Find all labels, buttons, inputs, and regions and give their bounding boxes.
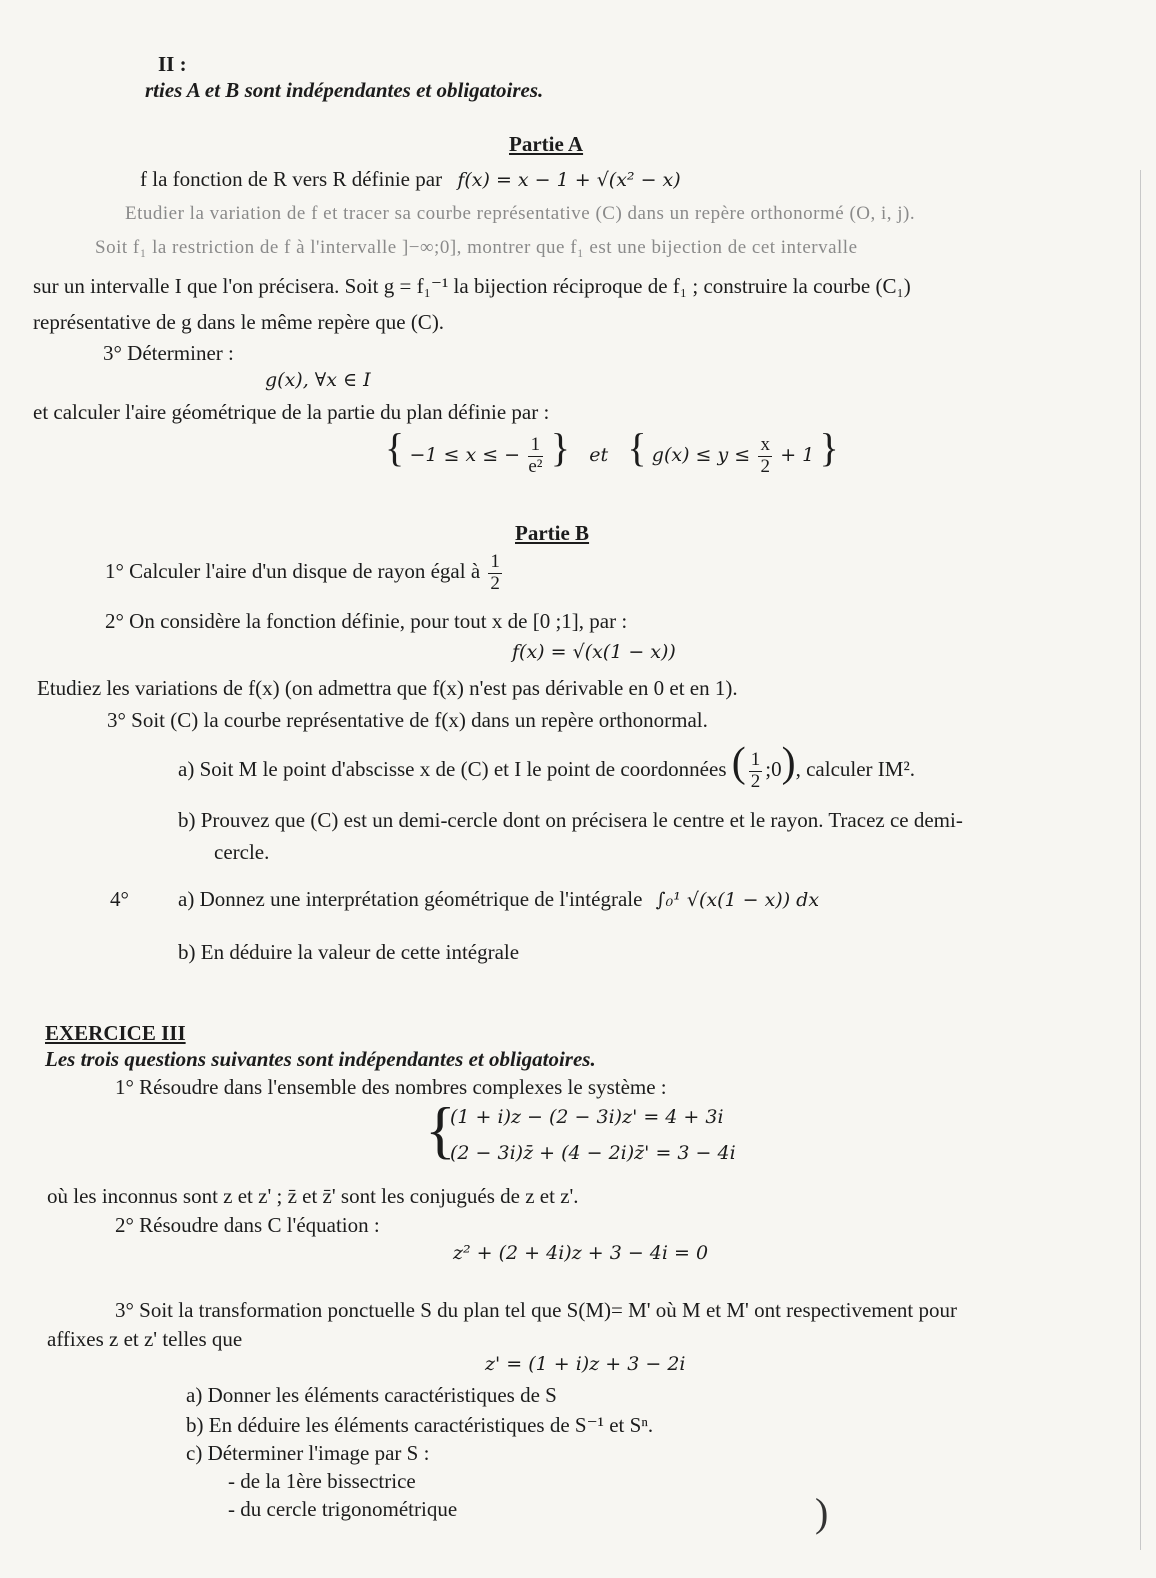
exercice3-q3c: c) Déterminer l'image par S : xyxy=(186,1441,430,1465)
partie-a-title: Partie A xyxy=(509,132,584,156)
partie-b-q3a xyxy=(178,742,915,800)
system-brace: { xyxy=(425,1094,456,1165)
q3a-coord-rest: ;0 xyxy=(765,757,782,781)
exercise-intro: rties A et B sont indépendantes et obligatoires. xyxy=(145,78,544,102)
partie-b-q3b-line2: cercle. xyxy=(214,840,270,864)
exercice3-q3c-item1: - de la 1ère bissectrice xyxy=(228,1469,416,1493)
partie-a-definition xyxy=(140,167,681,192)
definition-formula: f(x) = x − 1 + √(x² − x) xyxy=(457,169,681,191)
q4a-integral: ∫₀¹ √(x(1 − x)) dx xyxy=(655,889,820,911)
q3a-text: a) Soit M le point d'abscisse x de (C) et I le point de coordonnées xyxy=(178,757,727,781)
region-frac1 xyxy=(528,435,542,478)
partie-a-q3-label: 3° Déterminer : xyxy=(103,341,234,365)
exercice3-q2: 2° Résoudre dans C l'équation : xyxy=(115,1213,380,1237)
q1-frac-num: 1 xyxy=(490,551,500,572)
partie-a-q2-line3: représentative de g dans le même repère que (C). xyxy=(33,310,445,334)
partie-b-q4a xyxy=(178,887,819,912)
system-eq1: (1 + i)z − (2 − 3i)z' = 4 + 3i xyxy=(450,1106,724,1128)
q1-frac xyxy=(488,552,502,595)
right-brace: } xyxy=(550,425,570,470)
region-frac2 xyxy=(758,435,772,478)
partie-a-q2-line2: sur un intervalle I que l'on précisera. Soit g = f₁⁻¹ la bijection réciproque de f₁ ; construire la courbe (C₁) xyxy=(33,274,911,298)
partie-b-q3: 3° Soit (C) la courbe représentative de f(x) dans un repère orthonormal. xyxy=(107,708,708,732)
scan-paren-artifact: ) xyxy=(815,1490,829,1535)
partie-a-q3-expr: g(x), ∀x ∈ I xyxy=(265,369,371,391)
exercice3-q3-eq: z' = (1 + i)z + 3 − 2i xyxy=(485,1353,686,1375)
exercise-number: II : xyxy=(158,52,187,76)
partie-b-title: Partie B xyxy=(515,521,590,545)
q3a-frac xyxy=(749,750,763,793)
left-brace: { xyxy=(385,425,405,470)
frac-den: e² xyxy=(528,455,543,477)
frac2-num: x xyxy=(760,433,770,455)
coord-right-paren: ) xyxy=(781,740,796,786)
exercice3-q3b: b) En déduire les éléments caractéristiques de S⁻¹ et Sⁿ. xyxy=(186,1413,654,1437)
right-brace-2: } xyxy=(819,425,839,470)
q4a-text: a) Donnez une interprétation géométrique de l'intégrale xyxy=(178,887,643,911)
exercice3-unknowns: où les inconnus sont z et z' ; z̄ et z̄' sont les conjugués de z et z'. xyxy=(47,1184,579,1208)
partie-b-q2-formula: f(x) = √(x(1 − x)) xyxy=(512,641,676,663)
partie-b-q3b-line1: b) Prouvez que (C) est un demi-cercle dont on précisera le centre et le rayon. Tracez ce demi- xyxy=(178,808,963,832)
partie-b-study-line: Etudiez les variations de f(x) (on admettra que f(x) n'est pas dérivable en 0 et en 1). xyxy=(37,676,738,700)
partie-a-q3-text: et calculer l'aire géométrique de la partie du plan définie par : xyxy=(33,400,550,424)
frac-num: 1 xyxy=(528,435,542,457)
partie-b-q2: 2° On considère la fonction définie, pour tout x de [0 ;1], par : xyxy=(105,609,628,633)
q1-frac-den: 2 xyxy=(490,572,500,594)
q3a-frac-num: 1 xyxy=(750,748,761,770)
definition-text: f la fonction de R vers R définie par xyxy=(140,167,443,191)
frac2-den: 2 xyxy=(760,455,770,477)
exercice3-intro: Les trois questions suivantes sont indépendantes et obligatoires. xyxy=(45,1047,596,1071)
partie-a-q2-line1: Soit f₁ la restriction de f à l'intervalle ]−∞;0], montrer que f₁ est une bijection de cet intervalle xyxy=(95,237,858,258)
system-eq2: (2 − 3i)z̄ + (4 − 2i)z̄' = 3 − 4i xyxy=(450,1142,736,1164)
region-set2-text: g(x) ≤ y ≤ xyxy=(651,444,751,466)
exercice3-q2-eq: z² + (2 + 4i)z + 3 − 4i = 0 xyxy=(453,1242,709,1264)
exercice3-q3-line2: affixes z et z' telles que xyxy=(47,1327,243,1351)
partie-a-q1: Etudier la variation de f et tracer sa courbe représentative (C) dans un repère orthonormé (O, i, j). xyxy=(125,203,916,224)
partie-b-q1 xyxy=(105,552,505,604)
exercice3-q3c-item2: - du cercle trigonométrique xyxy=(228,1497,458,1521)
exercice3-q3-line1: 3° Soit la transformation ponctuelle S du plan tel que S(M)= M' où M et M' ont respectivement pour xyxy=(115,1298,957,1322)
exercice3-q3a: a) Donner les éléments caractéristiques de S xyxy=(186,1383,557,1407)
exercice3-title: EXERCICE III xyxy=(45,1021,186,1045)
region-et: et xyxy=(589,444,609,466)
left-brace-2: { xyxy=(627,425,647,470)
q3a-end: , calculer IM². xyxy=(795,757,916,781)
scan-margin-line xyxy=(1140,170,1141,1550)
region-set2-right: + 1 xyxy=(780,444,815,466)
partie-b-q4-label: 4° xyxy=(110,887,129,911)
coord-left-paren: ( xyxy=(731,740,746,786)
region-definition xyxy=(385,425,839,488)
q1-text: 1° Calculer l'aire d'un disque de rayon égal à xyxy=(105,559,481,584)
region-set1-text: −1 ≤ x ≤ − xyxy=(409,444,521,466)
q3a-frac-den: 2 xyxy=(750,770,761,792)
partie-b-q4b: b) En déduire la valeur de cette intégrale xyxy=(178,940,520,964)
exercice3-q1: 1° Résoudre dans l'ensemble des nombres complexes le système : xyxy=(115,1075,667,1099)
